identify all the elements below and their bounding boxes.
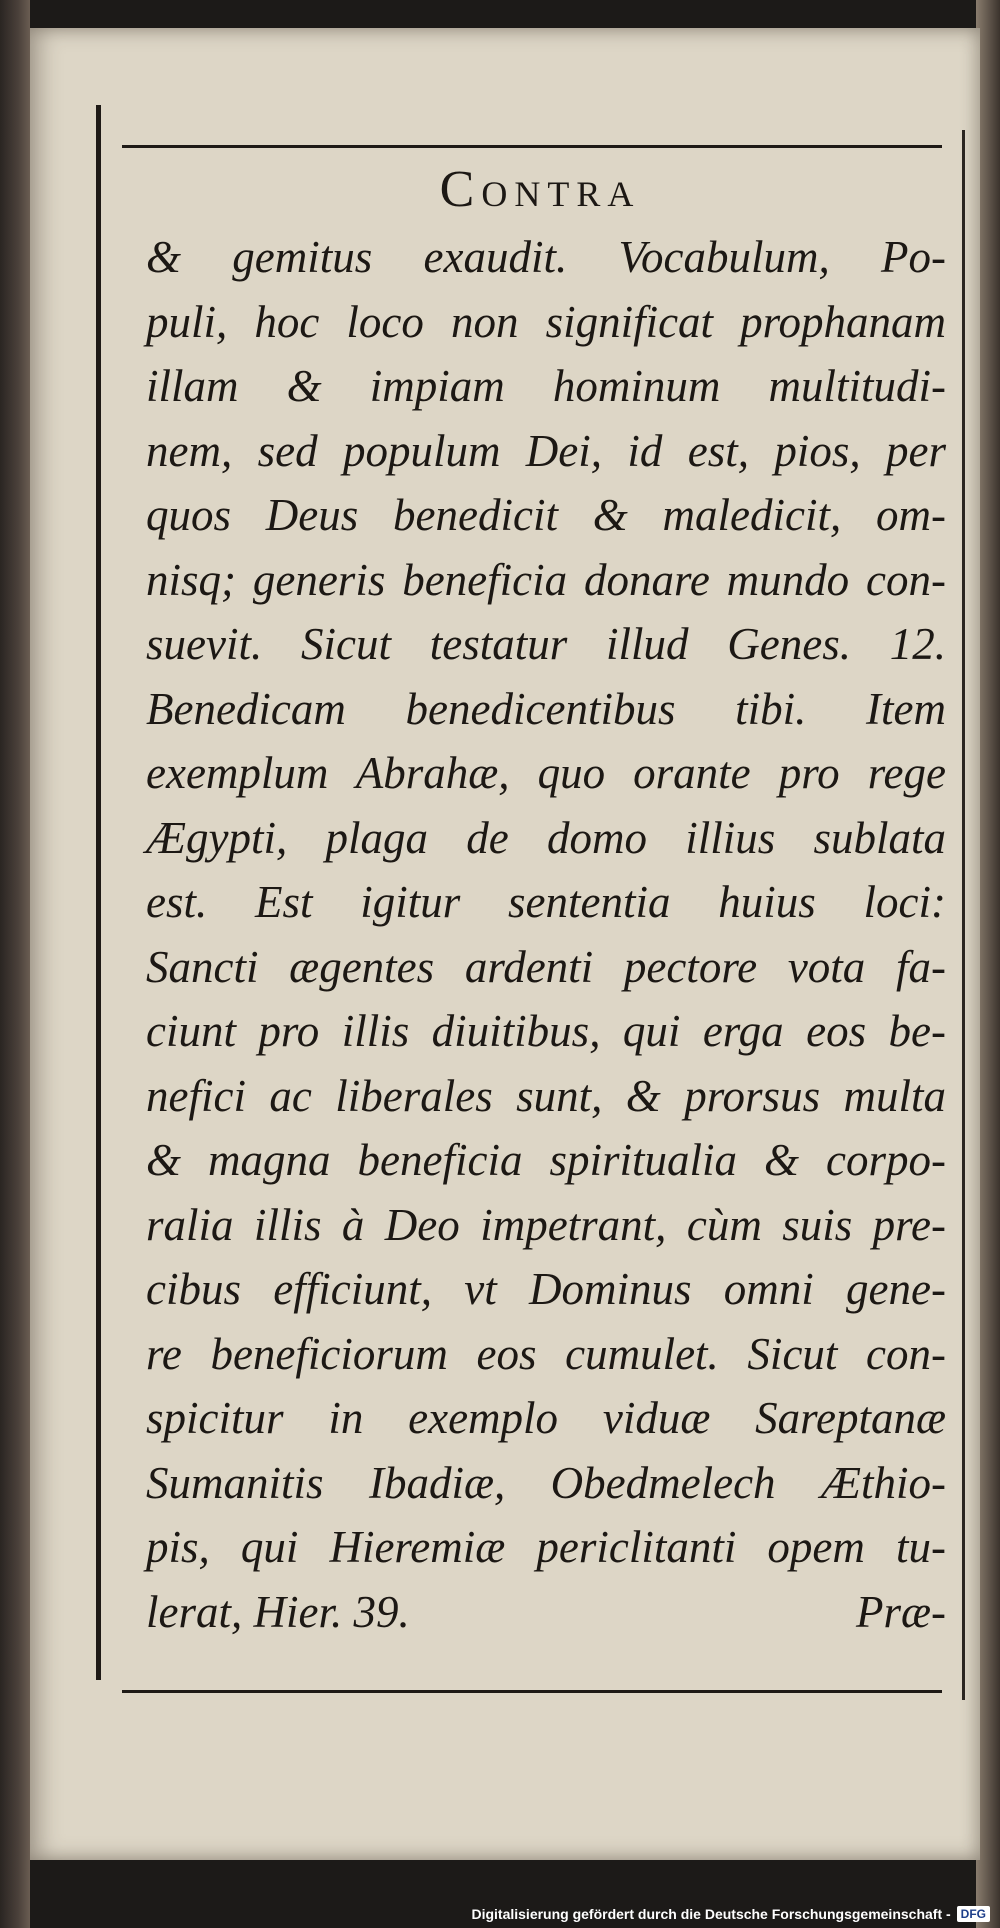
text-line: nefici ac liberales sunt, & prorsus multa: [146, 1070, 946, 1121]
catchword: Præ-: [856, 1586, 946, 1637]
text-line: & magna beneficia spiritualia & corpo-: [146, 1135, 946, 1185]
text-line: ralia illis à Deo impetrant, cùm suis pre-: [146, 1199, 946, 1250]
last-text-line: [146, 1580, 946, 1645]
text-line: & gemitus exaudit. Vocabulum, Po-: [146, 232, 946, 282]
text-line: pis, qui Hieremiæ periclitanti opem tu-: [146, 1522, 946, 1572]
bottom-border-rule: [122, 1690, 942, 1693]
text-line: exemplum Abrahæ, quo orante pro rege: [146, 748, 946, 798]
text-line: illam & impiam hominum multitudi-: [146, 361, 946, 411]
top-border-rule: [122, 145, 942, 148]
book-spine: [0, 0, 30, 1928]
footer-text: Digitalisierung gefördert durch die Deutsche Forschungsgemeinschaft -: [471, 1906, 951, 1922]
footer-credit: [471, 1906, 990, 1922]
right-border-rule: [962, 130, 965, 1700]
left-border-rule: [96, 105, 101, 1680]
text-line: Ægypti, plaga de domo illius sublata: [146, 812, 946, 863]
text-line: puli, hoc loco non significat prophanam: [146, 296, 946, 347]
text-line: quos Deus benedicit & maledicit, om-: [146, 490, 946, 540]
body-text: [146, 225, 946, 1644]
text-line: cibus efficiunt, vt Dominus omni gene-: [146, 1264, 946, 1314]
text-line: Sumanitis Ibadiæ, Obedmelech Æthio-: [146, 1457, 946, 1508]
text-line: lerat, Hier. 39.: [146, 1586, 410, 1637]
text-line: Sancti ægentes ardenti pectore vota fa-: [146, 941, 946, 992]
text-line: est. Est igitur sententia huius loci:: [146, 877, 946, 927]
text-line: nem, sed populum Dei, id est, pios, per: [146, 425, 946, 476]
text-line: nisq; generis beneficia donare mundo con-: [146, 554, 946, 605]
text-line: spicitur in exemplo viduæ Sareptanæ: [146, 1393, 946, 1443]
text-line: re beneficiorum eos cumulet. Sicut con-: [146, 1328, 946, 1379]
dfg-logo-icon: DFG: [957, 1906, 990, 1922]
page-header: Contra: [439, 161, 641, 218]
text-line: suevit. Sicut testatur illud Genes. 12.: [146, 619, 946, 669]
text-line: Benedicam benedicentibus tibi. Item: [146, 683, 946, 734]
text-line: ciunt pro illis diuitibus, qui erga eos be-: [146, 1006, 946, 1056]
